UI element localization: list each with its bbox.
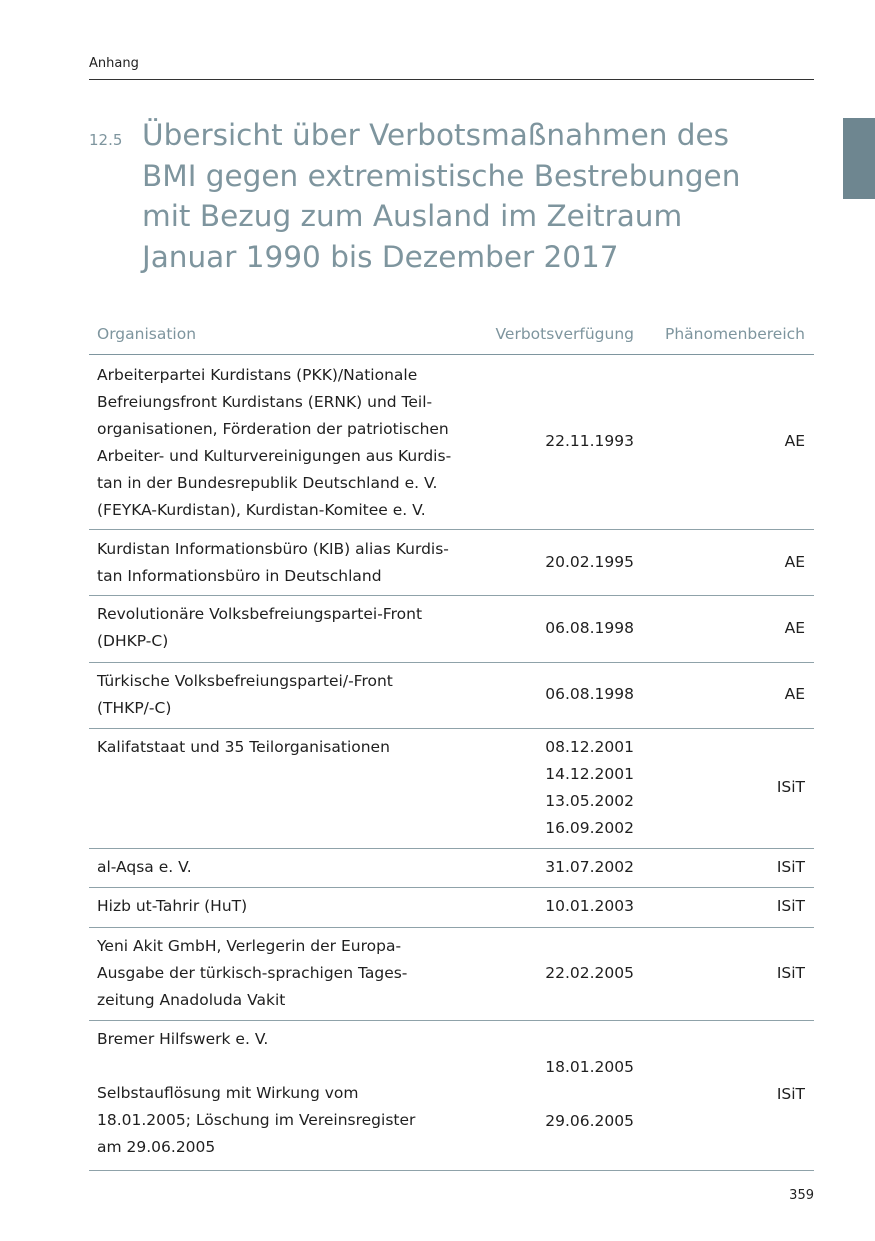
date-cell <box>545 960 634 987</box>
date-cell <box>545 549 634 576</box>
organisation-cell <box>97 854 192 881</box>
organisation-line: Bremer Hilfswerk e. V. <box>97 1030 269 1048</box>
organisation-line: Ausgabe der türkisch-sprachigen Tages- <box>97 964 408 982</box>
organisation-line: Türkische Volksbefreiungspartei/-Front <box>97 672 393 690</box>
organisation-line: Arbeiterpartei Kurdistans (PKK)/Nationale <box>97 366 418 384</box>
date-value: 16.09.2002 <box>545 819 634 837</box>
organisation-line: tan Informationsbüro in Deutschland <box>97 567 382 585</box>
organisation-line: 18.01.2005; Löschung im Vereinsregister <box>97 1111 416 1129</box>
title-line: Januar 1990 bis Dezember 2017 <box>142 239 619 274</box>
date-cell <box>545 893 634 920</box>
date-value: 06.08.1998 <box>545 685 634 703</box>
phenomenon-cell: ISiT <box>776 897 805 915</box>
header-divider <box>89 79 814 80</box>
phenomenon-cell: AE <box>784 685 805 703</box>
organisation-line: Arbeiter- und Kulturvereinigungen aus Kurdis- <box>97 447 452 465</box>
title-line: mit Bezug zum Ausland im Zeitraum <box>142 199 683 233</box>
organisation-line: zeitung Anadoluda Vakit <box>97 991 286 1009</box>
phenomenon-cell: ISiT <box>776 964 805 982</box>
date-value: 20.02.1995 <box>545 553 634 571</box>
organisation-line: Revolutionäre Volksbefreiungspartei-Front <box>97 605 423 623</box>
organisation-cell <box>97 893 247 920</box>
date-cell <box>545 681 634 708</box>
organisation-cell <box>97 536 449 590</box>
date-value <box>545 1081 634 1108</box>
date-value: 10.01.2003 <box>545 897 634 915</box>
table-row <box>89 530 814 596</box>
organisation-cell <box>97 601 422 655</box>
table-row <box>89 849 814 888</box>
date-cell <box>545 734 634 842</box>
column-header-verbotsverfuegung: Verbotsverfügung <box>495 325 634 343</box>
organisation-line: Yeni Akit GmbH, Verlegerin der Europa- <box>97 937 402 955</box>
column-header-organisation: Organisation <box>97 325 197 343</box>
organisation-cell <box>97 362 451 524</box>
organisation-line: (FEYKA-Kurdistan), Kurdistan-Komitee e. V. <box>97 501 426 519</box>
date-cell <box>545 428 634 455</box>
phenomenon-cell: ISiT <box>776 858 805 876</box>
table-row <box>89 888 814 928</box>
date-value: 14.12.2001 <box>545 765 634 783</box>
organisation-line: organisationen, Förderation der patriotischen <box>97 420 449 438</box>
organisation-line: (THKP/-C) <box>97 699 172 717</box>
table-row <box>89 928 814 1021</box>
table-row <box>89 729 814 849</box>
date-value: 13.05.2002 <box>545 792 634 810</box>
organisation-cell <box>97 668 393 722</box>
date-cell <box>545 854 634 881</box>
phenomenon-cell: AE <box>784 432 805 450</box>
phenomenon-cell: ISiT <box>776 1085 805 1103</box>
page-number: 359 <box>789 1188 814 1203</box>
organisation-line: al-Aqsa e. V. <box>97 858 192 876</box>
date-value: 06.08.1998 <box>545 619 634 637</box>
date-value: 18.01.2005 <box>545 1058 634 1076</box>
organisation-cell <box>97 734 390 761</box>
date-value: 22.11.1993 <box>545 432 634 450</box>
organisation-line: Hizb ut-Tahrir (HuT) <box>97 897 248 915</box>
date-value: 22.02.2005 <box>545 964 634 982</box>
date-value: 08.12.2001 <box>545 738 634 756</box>
organisation-line: Selbstauflösung mit Wirkung vom <box>97 1084 359 1102</box>
title-line: BMI gegen extremistische Bestrebungen <box>142 158 741 193</box>
table-row <box>89 596 814 663</box>
organisation-line: am 29.06.2005 <box>97 1138 216 1156</box>
table-header <box>89 322 814 355</box>
section-title <box>142 115 782 277</box>
organisation-cell <box>97 933 407 1014</box>
phenomenon-cell: AE <box>784 553 805 571</box>
organisation-line: Befreiungsfront Kurdistans (ERNK) und Teil- <box>97 393 433 411</box>
organisation-line: tan in der Bundesrepublik Deutschland e. V. <box>97 474 438 492</box>
table-row <box>89 1021 814 1171</box>
chapter-tab-marker <box>843 118 875 199</box>
table-row <box>89 663 814 729</box>
section-number: 12.5 <box>89 131 123 149</box>
phenomenon-cell: AE <box>784 619 805 637</box>
organisation-cell <box>97 1026 415 1161</box>
phenomenon-cell: ISiT <box>776 778 805 796</box>
column-header-phaenomenbereich: Phänomenbereich <box>664 325 805 343</box>
table-row <box>89 355 814 530</box>
date-value: 31.07.2002 <box>545 858 634 876</box>
date-cell <box>545 1054 634 1135</box>
organisation-line: (DHKP-C) <box>97 632 169 650</box>
date-cell <box>545 615 634 642</box>
date-value: 29.06.2005 <box>545 1112 634 1130</box>
organisation-line <box>97 1053 415 1080</box>
organisation-line: Kurdistan Informationsbüro (KIB) alias Kurdis- <box>97 540 449 558</box>
organisation-line: Kalifatstaat und 35 Teilorganisationen <box>97 738 390 756</box>
title-line: Übersicht über Verbotsmaßnahmen des <box>142 118 730 152</box>
running-head: Anhang <box>89 56 139 71</box>
